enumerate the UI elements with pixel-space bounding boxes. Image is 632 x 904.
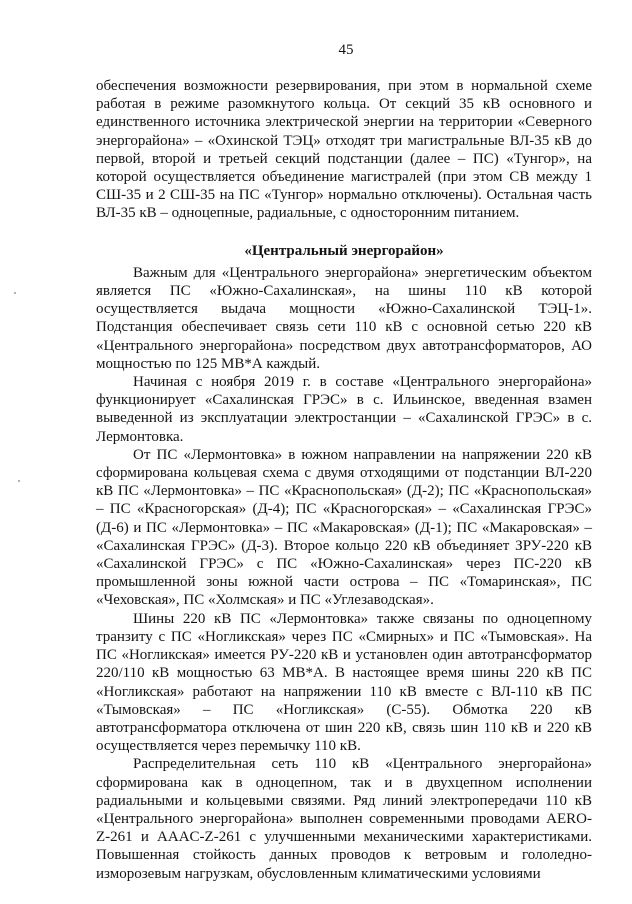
document-body <box>96 77 592 883</box>
scan-artifact <box>14 292 16 294</box>
scan-artifact <box>18 480 20 482</box>
paragraph: Начиная с ноября 2019 г. в составе «Центрального энергорайона» функционирует «Сахалинская ГРЭС» в с. Ильинское, введенная взамен выведенной из эксплуатации электростанции – «Сахалинской ГРЭС» в с. Лермонтовка. <box>96 374 592 445</box>
paragraph: Шины 220 кВ ПС «Лермонтовка» также связаны по одноцепному транзиту с ПС «Ногликская» через ПС «Смирных» и ПС «Тымовская». На ПС «Ногликская» имеется РУ-220 кВ и установлен один автотрансформатор 220/110 кВ мощностью 63 МВ*А. В настоящее время шины 220 кВ ПС «Ногликская» работают на напряжении 110 кВ вместе с ВЛ-110 кВ ПС «Тымовская» – ПС «Ногликская» (С-55). Обмотка 220 кВ автотрансформатора отключена от шин 220 кВ, связь шин 110 кВ и 220 кВ осуществляется через перемычку 110 кВ. <box>96 610 592 755</box>
paragraph: От ПС «Лермонтовка» в южном направлении на напряжении 220 кВ сформирована кольцевая схема с двумя отходящими от подстанции ВЛ-220 кВ ПС «Лермонтовка» – ПС «Краснопольская» (Д-2); ПС «Краснопольская» – ПС «Красногорская» (Д-4); ПС «Красногорская» – «Сахалинская ГРЭС» (Д-6) и ПС «Лермонтовка» – ПС «Макаровская» (Д-1); ПС «Макаровская» – «Сахалинская ГРЭС» (Д-3). Второе кольцо 220 кВ объединяет ЗРУ-220 кВ «Сахалинской ГРЭС» с ПС «Южно-Сахалинская» через ПС-220 кВ промышленной зоны южной части острова – ПС «Томаринская», ПС «Чеховская», ПС «Холмская» и ПС «Углезаводская». <box>96 446 592 609</box>
page-number: 45 <box>338 42 354 58</box>
section-heading: «Центральный энергорайон» <box>244 242 444 259</box>
paragraph: обеспечения возможности резервирования, при этом в нормальной схеме работая в режиме разомкнутого кольца. От секций 35 кВ основного и единственного источника электрической энергии на территории «Северного энергорайона» – «Охинской ТЭЦ» отходят три магистральные ВЛ-35 кВ до первой, второй и третьей секций подстанции (далее – ПС) «Тунгор», на которой осуществляется объединение магистралей (при этом СВ между 1 СШ-35 и 2 СШ-35 на ПС «Тунгор» нормально отключены). Остальная часть ВЛ-35 кВ – одноцепные, радиальные, с односторонним питанием. <box>96 78 592 222</box>
paragraph: Важным для «Центрального энергорайона» энергетическим объектом является ПС «Южно-Сахалинская», на шины 110 кВ которой осуществляется выдача мощности «Южно-Сахалинской ТЭЦ-1». Подстанция обеспечивает связь сети 110 кВ с основной сетью 220 кВ «Центрального энергорайона» посредством двух автотрансформаторов, АО мощностью по 125 МВ*А каждый. <box>96 264 592 372</box>
paragraph: Распределительная сеть 110 кВ «Центрального энергорайона» сформирована как в одноцепном, так и в двухцепном исполнении радиальными и кольцевыми связями. Ряд линий электропередачи 110 кВ «Центрального энергорайона» выполнен современными проводами AERO-Z-261 и AAAC-Z-261 с улучшенными механическими характеристиками. Повышенная стойкость данных проводов к ветровым и гололедно-изморозевым нагрузкам, обусловленным климатическими условиями <box>96 756 592 882</box>
